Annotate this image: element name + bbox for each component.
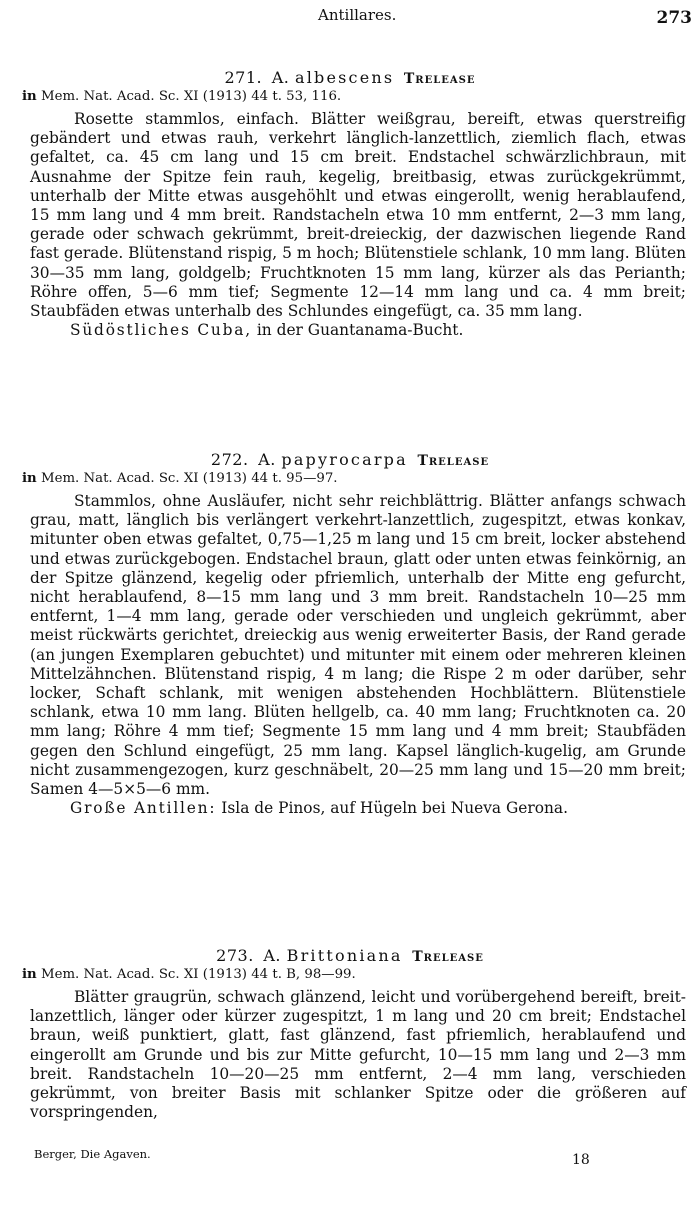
entry-number: 273. xyxy=(216,946,254,965)
genus-abbrev: A. xyxy=(258,450,276,469)
genus-abbrev: A. xyxy=(271,68,290,87)
page-number: 273 xyxy=(656,8,692,28)
distribution-locality: Isla de Pinos, auf Hügeln bei Nueva Gerona. xyxy=(221,799,568,818)
species-name: papyrocarpa xyxy=(281,450,408,469)
citation xyxy=(22,471,700,486)
description-paragraph: Stammlos, ohne Ausläufer, nicht sehr reichblättrig. Blätter anfangs schwach grau, matt, länglich bis verlängert verkehrt-lanzettlich, zugespitzt, etwas konkav, mitunter oben etwas gefaltet, 0,75—1,25 m lang und 15 cm breit, locker abstehend und etwas zurückgebogen. Endstachel braun, glatt oder unten etwas feinkörnig, an der Spitze glänzend, kegelig oder pfriemlich, unterhalb der Mitte eng gefurcht, nicht herablaufend, 8—15 mm lang und 3 mm breit. Randstacheln 10—25 mm entfernt, 1—4 mm lang, gerade oder verschieden und ungleich gekrümmt, aber meist rückwärts gerichtet, dreieckig aus wenig erweiterter Basis, der Rand gerade (an jungen Exemplaren gebuchtet) und mitunter mit einem oder mehreren kleinen Mittelzähnchen. Blütenstand rispig, 4 m lang; die Rispe 2 m oder darüber, sehr locker, Schaft schlank, mit wenigen abstehenden Hochblättern. Blütenstiele schlank, etwa 10 mm lang. Blüten hellgelb, ca. 40 mm lang; Fruchtknoten ca. 20 mm lang; Röhre 4 mm tief; Segmente 15 mm lang und 4 mm breit; Staubfäden gegen den Schlund eingefügt, 25 mm lang. Kapsel länglich-kugelig, am Grunde nicht zusammengezogen, kurz geschnäbelt, 20—25 mm lang und 15—20 mm breit; Samen 4—5×5—6 mm. xyxy=(30,492,686,799)
citation-lead: in xyxy=(22,89,37,104)
signature-mark: 18 xyxy=(572,1152,590,1168)
species-name: albescens xyxy=(294,68,395,87)
citation-reference: Mem. Nat. Acad. Sc. XI (1913) 44 t. 95—97. xyxy=(40,471,338,486)
citation xyxy=(22,967,700,982)
description-paragraph: Blätter graugrün, schwach glänzend, leicht und vorübergehend bereift, breit-lanzettlich, länger oder kürzer zugespitzt, 1 m lang und 20 cm breit; Endstachel braun, weiß punktiert, glatt, fast glänzend, fast pfriemlich, herablaufend und eingerollt am Grunde und bis zur Mitte gefurcht, 10—15 mm lang und 2—3 mm breit. Randstacheln 10—20—25 mm entfernt, 2—4 mm lang, verschieden gekrümmt, von breiter Basis mit schlanker Spitze oder die größeren auf vorspringenden, xyxy=(30,988,686,1122)
entry-number: 271. xyxy=(224,68,263,87)
entry-heading xyxy=(0,450,700,469)
entry-number: 272. xyxy=(210,450,249,469)
citation-reference: Mem. Nat. Acad. Sc. XI (1913) 44 t. B, 98—99. xyxy=(40,967,356,982)
running-head xyxy=(0,4,700,28)
entry-heading xyxy=(0,68,700,87)
species-entry-271 xyxy=(0,68,700,340)
species-author: Trelease xyxy=(417,453,490,469)
genus-abbrev: A. xyxy=(263,946,282,965)
running-title: Antillares. xyxy=(318,6,397,24)
species-entry-273 xyxy=(0,946,700,1122)
description-paragraph: Rosette stammlos, einfach. Blätter weißgrau, bereift, etwas querstreifig gebändert und etwas rauh, verkehrt länglich-lanzettlich, ziemlich flach, etwas gefaltet, ca. 45 cm lang und 15 cm breit. Endstachel schwärzlichbraun, mit Ausnahme der Spitze fein rauh, kegelig, breitbasig, etwas zurückgekrümmt, unterhalb der Mitte etwas ausgehöhlt und etwas eingerollt, wenig herablaufend, 15 mm lang und 4 mm breit. Randstacheln etwa 10 mm entfernt, 2—3 mm lang, gerade oder schwach gekrümmt, breit-dreieckig, der dazwischen liegende Rand fast gerade. Blütenstand rispig, 5 m hoch; Blütenstiele schlank, 10 mm lang. Blüten 30—35 mm lang, goldgelb; Fruchtknoten 15 mm lang, kürzer als das Perianth; Röhre offen, 5—6 mm tief; Segmente 12—14 mm lang und ca. 4 mm breit; Staubfäden etwas unterhalb des Schlundes eingefügt, ca. 35 mm lang. xyxy=(30,110,686,321)
citation-lead: in xyxy=(22,967,37,982)
entry-heading xyxy=(0,946,700,965)
species-entry-272 xyxy=(0,450,700,818)
footer-author: Berger, Die Agaven. xyxy=(34,1147,151,1161)
distribution-line xyxy=(70,799,690,818)
distribution-locality: in der Guantanama-Bucht. xyxy=(256,321,464,340)
species-author: Trelease xyxy=(403,71,476,87)
citation-reference: Mem. Nat. Acad. Sc. XI (1913) 44 t. 53, 116. xyxy=(40,89,342,104)
species-author: Trelease xyxy=(412,949,484,965)
species-name: Brittoniana xyxy=(286,946,403,965)
citation-lead: in xyxy=(22,471,37,486)
distribution-line xyxy=(70,321,690,340)
distribution-region: Südöstliches Cuba, xyxy=(70,321,252,340)
distribution-region: Große Antillen: xyxy=(70,799,217,818)
citation xyxy=(22,89,700,104)
